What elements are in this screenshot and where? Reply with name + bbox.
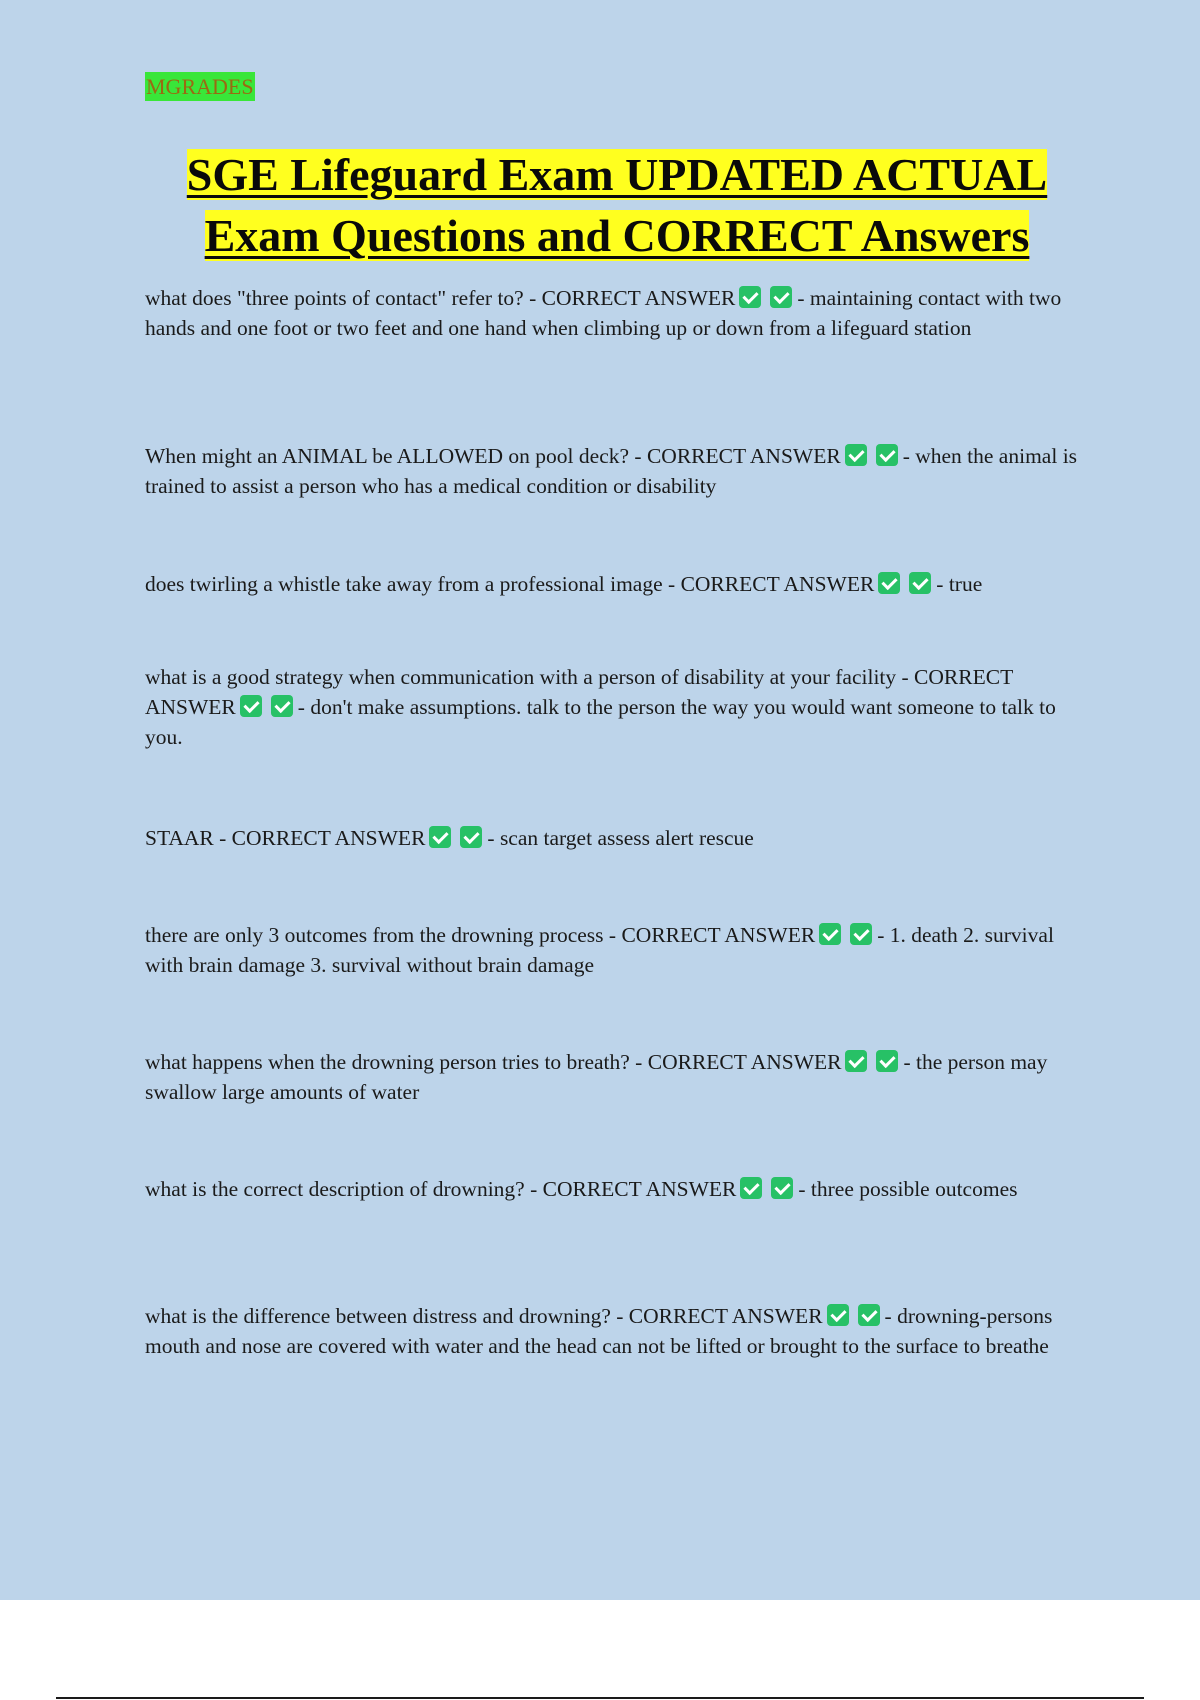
answer-marker: CORRECT ANSWER [680, 572, 875, 596]
answer-text: - three possible outcomes [798, 1177, 1018, 1201]
check-mark-icon [739, 286, 761, 308]
answer-text: - the person may swallow large amounts of water [145, 1050, 1048, 1104]
answer-marker: CORRECT ANSWER [231, 826, 426, 850]
question-text: what does "three points of contact" refer to? - [145, 286, 542, 310]
answer-text: - when the animal is trained to assist a person who has a medical condition or disability [145, 444, 1078, 498]
qa-item [145, 1301, 1095, 1361]
title-line-2: Exam Questions and CORRECT Answers [204, 210, 1030, 261]
answer-marker: CORRECT ANSWER [541, 286, 736, 310]
qa-item [145, 823, 1095, 853]
answer-text: - true [936, 572, 983, 596]
qa-item [145, 283, 1095, 343]
check-mark-icon [876, 1050, 898, 1072]
answer-marker: CORRECT ANSWER [647, 1050, 842, 1074]
answer-text: - maintaining contact with two hands and one foot or two feet and one hand when climbing up or down from a lifeguard station [145, 286, 1062, 340]
qa-item [145, 569, 1095, 599]
check-mark-icon [460, 826, 482, 848]
answer-marker: CORRECT ANSWER [542, 1177, 737, 1201]
footer-divider [56, 1697, 1144, 1699]
question-text: When might an ANIMAL be ALLOWED on pool deck? - [145, 444, 647, 468]
check-mark-icon [819, 923, 841, 945]
qa-item [145, 920, 1095, 980]
qa-item [145, 662, 1095, 752]
answer-marker: CORRECT ANSWER [646, 444, 841, 468]
question-text: what is the difference between distress and drowning? - [145, 1304, 629, 1328]
brand-label: MGRADES [146, 74, 254, 99]
check-mark-icon [909, 572, 931, 594]
qa-item [145, 441, 1095, 501]
question-text: what is the correct description of drowning? - [145, 1177, 543, 1201]
check-mark-icon [845, 1050, 867, 1072]
question-text: what happens when the drowning person tries to breath? - [145, 1050, 648, 1074]
answer-marker: CORRECT ANSWER [145, 665, 1013, 719]
check-mark-icon [845, 444, 867, 466]
answer-text: - 1. death 2. survival with brain damage 3. survival without brain damage [145, 923, 1054, 977]
qa-item [145, 1174, 1095, 1204]
check-mark-icon [271, 695, 293, 717]
title-line-1: SGE Lifeguard Exam UPDATED ACTUAL [186, 149, 1048, 200]
check-mark-icon [770, 286, 792, 308]
question-text: what is a good strategy when communication with a person of disability at your facility - [145, 665, 915, 689]
check-mark-icon [878, 572, 900, 594]
qa-item [145, 1047, 1095, 1107]
page-title [60, 144, 1174, 266]
check-mark-icon [876, 444, 898, 466]
check-mark-icon [827, 1304, 849, 1326]
question-text: STAAR - [145, 826, 232, 850]
answer-marker: CORRECT ANSWER [621, 923, 816, 947]
question-text: there are only 3 outcomes from the drowning process - [145, 923, 622, 947]
check-mark-icon [771, 1177, 793, 1199]
check-mark-icon [858, 1304, 880, 1326]
check-mark-icon [740, 1177, 762, 1199]
check-mark-icon [429, 826, 451, 848]
answer-text: - scan target assess alert rescue [487, 826, 754, 850]
check-mark-icon [240, 695, 262, 717]
answer-text: - drowning-persons mouth and nose are covered with water and the head can not be lifted or brought to the surface to breathe [145, 1304, 1053, 1358]
question-text: does twirling a whistle take away from a professional image - [145, 572, 681, 596]
answer-text: - don't make assumptions. talk to the person the way you would want someone to talk to you. [145, 695, 1056, 749]
check-mark-icon [850, 923, 872, 945]
answer-marker: CORRECT ANSWER [628, 1304, 823, 1328]
